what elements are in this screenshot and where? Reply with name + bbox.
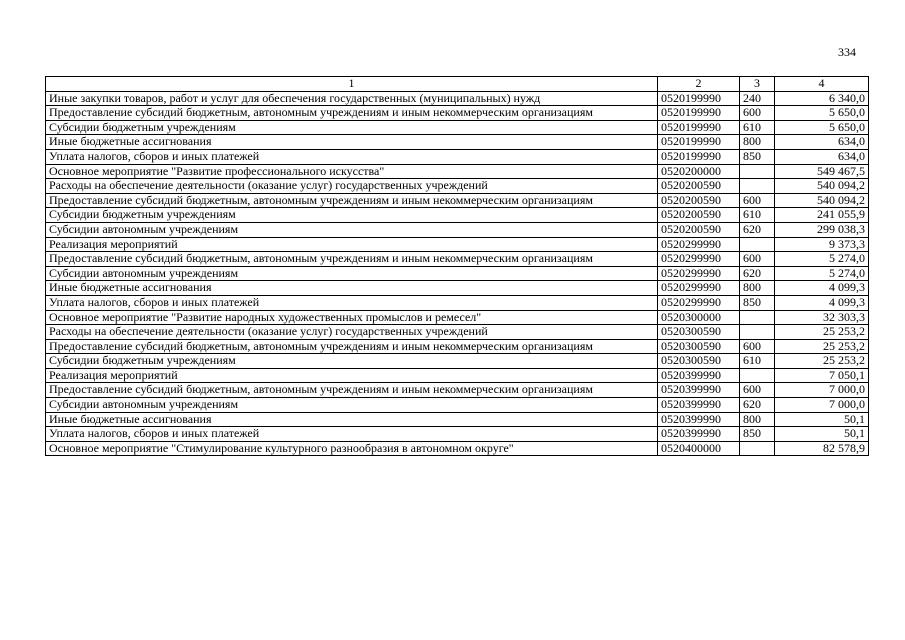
row-amount-cell: 82 578,9 <box>775 441 869 456</box>
row-name-cell: Основное мероприятие "Стимулирование культурного разнообразия в автономном округе" <box>46 441 658 456</box>
table-row <box>46 222 869 237</box>
row-code-cell: 0520200590 <box>658 222 740 237</box>
row-type-cell: 850 <box>740 149 775 164</box>
row-amount-cell: 5 650,0 <box>775 120 869 135</box>
row-code-cell: 0520299990 <box>658 281 740 296</box>
row-type-cell <box>740 441 775 456</box>
row-code-cell: 0520400000 <box>658 441 740 456</box>
row-amount-cell: 549 467,5 <box>775 164 869 179</box>
row-type-cell: 600 <box>740 193 775 208</box>
row-name-cell: Иные бюджетные ассигнования <box>46 412 658 427</box>
row-name-cell: Предоставление субсидий бюджетным, автономным учреждениям и иным некоммерческим организациям <box>46 383 658 398</box>
row-name-cell: Субсидии бюджетным учреждениям <box>46 120 658 135</box>
row-amount-cell: 540 094,2 <box>775 179 869 194</box>
row-name-cell: Иные закупки товаров, работ и услуг для обеспечения государственных (муниципальных) нужд <box>46 91 658 106</box>
table-row <box>46 281 869 296</box>
row-amount-cell: 5 274,0 <box>775 266 869 281</box>
row-type-cell: 600 <box>740 383 775 398</box>
row-amount-cell: 7 050,1 <box>775 368 869 383</box>
table-row <box>46 339 869 354</box>
row-type-cell <box>740 325 775 340</box>
row-type-cell: 600 <box>740 106 775 121</box>
row-name-cell: Реализация мероприятий <box>46 237 658 252</box>
row-name-cell: Уплата налогов, сборов и иных платежей <box>46 427 658 442</box>
row-code-cell: 0520299990 <box>658 252 740 267</box>
row-amount-cell: 50,1 <box>775 412 869 427</box>
row-name-cell: Предоставление субсидий бюджетным, автономным учреждениям и иным некоммерческим организациям <box>46 193 658 208</box>
row-name-cell: Уплата налогов, сборов и иных платежей <box>46 295 658 310</box>
row-amount-cell: 7 000,0 <box>775 383 869 398</box>
row-amount-cell: 634,0 <box>775 149 869 164</box>
row-code-cell: 0520399990 <box>658 412 740 427</box>
row-name-cell: Уплата налогов, сборов и иных платежей <box>46 149 658 164</box>
row-code-cell: 0520399990 <box>658 368 740 383</box>
row-name-cell: Реализация мероприятий <box>46 368 658 383</box>
row-type-cell: 600 <box>740 339 775 354</box>
row-code-cell: 0520200590 <box>658 193 740 208</box>
row-code-cell: 0520199990 <box>658 91 740 106</box>
row-code-cell: 0520200590 <box>658 179 740 194</box>
row-type-cell: 610 <box>740 208 775 223</box>
row-type-cell: 800 <box>740 281 775 296</box>
row-code-cell: 0520300590 <box>658 325 740 340</box>
row-name-cell: Расходы на обеспечение деятельности (оказание услуг) государственных учреждений <box>46 179 658 194</box>
row-name-cell: Основное мероприятие "Развитие профессионального искусства" <box>46 164 658 179</box>
row-type-cell: 610 <box>740 120 775 135</box>
row-amount-cell: 4 099,3 <box>775 295 869 310</box>
table-body <box>46 91 869 456</box>
row-name-cell: Субсидии бюджетным учреждениям <box>46 208 658 223</box>
budget-table <box>45 76 869 456</box>
table-row <box>46 237 869 252</box>
row-code-cell: 0520199990 <box>658 135 740 150</box>
table-row <box>46 252 869 267</box>
row-amount-cell: 50,1 <box>775 427 869 442</box>
row-name-cell: Субсидии автономным учреждениям <box>46 222 658 237</box>
row-amount-cell: 7 000,0 <box>775 398 869 413</box>
row-amount-cell: 540 094,2 <box>775 193 869 208</box>
table-row <box>46 120 869 135</box>
row-name-cell: Иные бюджетные ассигнования <box>46 135 658 150</box>
table-row <box>46 325 869 340</box>
row-name-cell: Иные бюджетные ассигнования <box>46 281 658 296</box>
table-row <box>46 135 869 150</box>
page-number: 334 <box>838 45 856 59</box>
row-code-cell: 0520299990 <box>658 266 740 281</box>
header-col-name: 1 <box>46 77 658 92</box>
row-name-cell: Предоставление субсидий бюджетным, автономным учреждениям и иным некоммерческим организациям <box>46 252 658 267</box>
row-name-cell: Основное мероприятие "Развитие народных художественных промыслов и ремесел" <box>46 310 658 325</box>
table-row <box>46 441 869 456</box>
row-code-cell: 0520300590 <box>658 339 740 354</box>
table-row <box>46 179 869 194</box>
row-amount-cell: 5 274,0 <box>775 252 869 267</box>
row-type-cell: 850 <box>740 427 775 442</box>
row-type-cell: 850 <box>740 295 775 310</box>
table-row <box>46 208 869 223</box>
header-col-amount: 4 <box>775 77 869 92</box>
table-row <box>46 383 869 398</box>
row-name-cell: Субсидии автономным учреждениям <box>46 266 658 281</box>
table-row <box>46 354 869 369</box>
row-type-cell: 240 <box>740 91 775 106</box>
row-name-cell: Расходы на обеспечение деятельности (оказание услуг) государственных учреждений <box>46 325 658 340</box>
row-type-cell: 620 <box>740 398 775 413</box>
row-type-cell: 610 <box>740 354 775 369</box>
table-row <box>46 412 869 427</box>
table-row <box>46 398 869 413</box>
row-type-cell: 620 <box>740 266 775 281</box>
row-code-cell: 0520299990 <box>658 237 740 252</box>
row-name-cell: Предоставление субсидий бюджетным, автономным учреждениям и иным некоммерческим организациям <box>46 106 658 121</box>
row-amount-cell: 299 038,3 <box>775 222 869 237</box>
row-code-cell: 0520200000 <box>658 164 740 179</box>
row-type-cell <box>740 179 775 194</box>
header-col-type: 3 <box>740 77 775 92</box>
row-code-cell: 0520200590 <box>658 208 740 223</box>
row-amount-cell: 32 303,3 <box>775 310 869 325</box>
row-amount-cell: 25 253,2 <box>775 354 869 369</box>
row-code-cell: 0520399990 <box>658 383 740 398</box>
table-row <box>46 368 869 383</box>
row-name-cell: Субсидии автономным учреждениям <box>46 398 658 413</box>
row-type-cell: 800 <box>740 412 775 427</box>
row-amount-cell: 25 253,2 <box>775 339 869 354</box>
table-row <box>46 164 869 179</box>
row-code-cell: 0520300590 <box>658 354 740 369</box>
row-code-cell: 0520300000 <box>658 310 740 325</box>
row-amount-cell: 25 253,2 <box>775 325 869 340</box>
row-code-cell: 0520199990 <box>658 120 740 135</box>
row-amount-cell: 5 650,0 <box>775 106 869 121</box>
row-code-cell: 0520399990 <box>658 398 740 413</box>
row-amount-cell: 241 055,9 <box>775 208 869 223</box>
row-type-cell <box>740 310 775 325</box>
row-type-cell <box>740 237 775 252</box>
header-row <box>46 77 869 92</box>
row-code-cell: 0520299990 <box>658 295 740 310</box>
row-amount-cell: 9 373,3 <box>775 237 869 252</box>
table-row <box>46 427 869 442</box>
row-code-cell: 0520199990 <box>658 106 740 121</box>
row-type-cell: 600 <box>740 252 775 267</box>
row-type-cell <box>740 164 775 179</box>
row-type-cell: 620 <box>740 222 775 237</box>
table-header <box>46 77 869 92</box>
row-amount-cell: 4 099,3 <box>775 281 869 296</box>
row-name-cell: Субсидии бюджетным учреждениям <box>46 354 658 369</box>
header-col-code: 2 <box>658 77 740 92</box>
row-amount-cell: 634,0 <box>775 135 869 150</box>
table-row <box>46 149 869 164</box>
row-name-cell: Предоставление субсидий бюджетным, автономным учреждениям и иным некоммерческим организациям <box>46 339 658 354</box>
row-amount-cell: 6 340,0 <box>775 91 869 106</box>
table-row <box>46 266 869 281</box>
table-row <box>46 106 869 121</box>
row-code-cell: 0520399990 <box>658 427 740 442</box>
table-row <box>46 193 869 208</box>
table-row <box>46 310 869 325</box>
row-type-cell: 800 <box>740 135 775 150</box>
table-row <box>46 91 869 106</box>
row-code-cell: 0520199990 <box>658 149 740 164</box>
row-type-cell <box>740 368 775 383</box>
table-row <box>46 295 869 310</box>
